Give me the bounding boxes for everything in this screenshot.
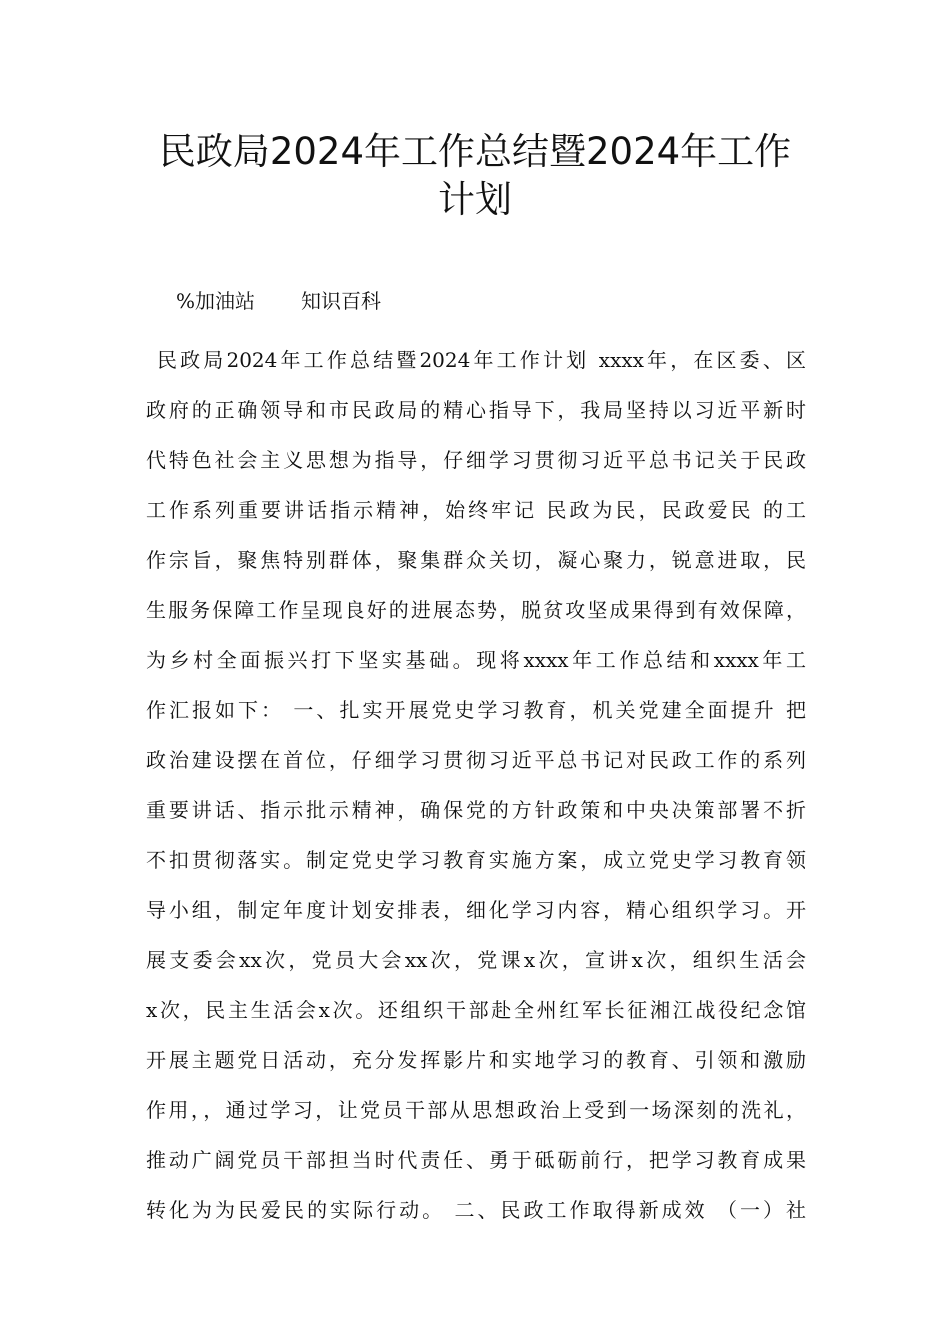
body-line: 民政局2024年工作总结暨2024年工作计划 xxxx年，在区委、区 [157,348,806,372]
title-line-2: 计划 [438,178,512,221]
body-line: 转化为为民爱民的实际行动。 二、民政工作取得新成效 （一）社 [146,1198,806,1222]
body-line: 作汇报如下： 一、扎实开展党史学习教育，机关党建全面提升 把 [146,698,806,722]
body-line: 导小组，制定年度计划安排表，细化学习内容，精心组织学习。开 [146,898,806,922]
document-body [146,335,806,1235]
body-line: 政府的正确领导和市民政局的精心指导下，我局坚持以习近平新时 [146,398,806,422]
body-line: 工作系列重要讲话指示精神，始终牢记 民政为民，民政爱民 的工 [146,498,806,522]
body-line: 代特色社会主义思想为指导，仔细学习贯彻习近平总书记关于民政 [146,448,806,472]
body-line: 生服务保障工作呈现良好的进展态势，脱贫攻坚成果得到有效保障， [146,598,806,622]
body-line: 政治建设摆在首位，仔细学习贯彻习近平总书记对民政工作的系列 [146,748,806,772]
body-line: 开展主题党日活动，充分发挥影片和实地学习的教育、引领和激励 [146,1048,806,1072]
source-label: %加油站 [176,289,256,313]
document-meta [176,286,381,316]
body-line: 为乡村全面振兴打下坚实基础。现将xxxx年工作总结和xxxx年工 [146,648,806,672]
title-line-1: 民政局2024年工作总结暨2024年工作 [158,130,792,173]
category-label: 知识百科 [301,289,382,313]
body-line: 作用，，通过学习，让党员干部从思想政治上受到一场深刻的洗礼， [146,1098,806,1122]
body-line: 展支委会xx次，党员大会xx次，党课x次，宣讲x次，组织生活会 [146,948,806,972]
body-line: 推动广阔党员干部担当时代责任、勇于砥砺前行，把学习教育成果 [146,1148,806,1172]
body-line: 作宗旨，聚焦特别群体，聚集群众关切，凝心聚力，锐意进取，民 [146,548,806,572]
body-line: 不扣贯彻落实。制定党史学习教育实施方案，成立党史学习教育领 [146,848,806,872]
document-title [0,128,950,224]
body-line: x次，民主生活会x次。还组织干部赴全州红军长征湘江战役纪念馆 [146,998,806,1022]
body-line: 重要讲话、指示批示精神，确保党的方针政策和中央决策部署不折 [146,798,806,822]
